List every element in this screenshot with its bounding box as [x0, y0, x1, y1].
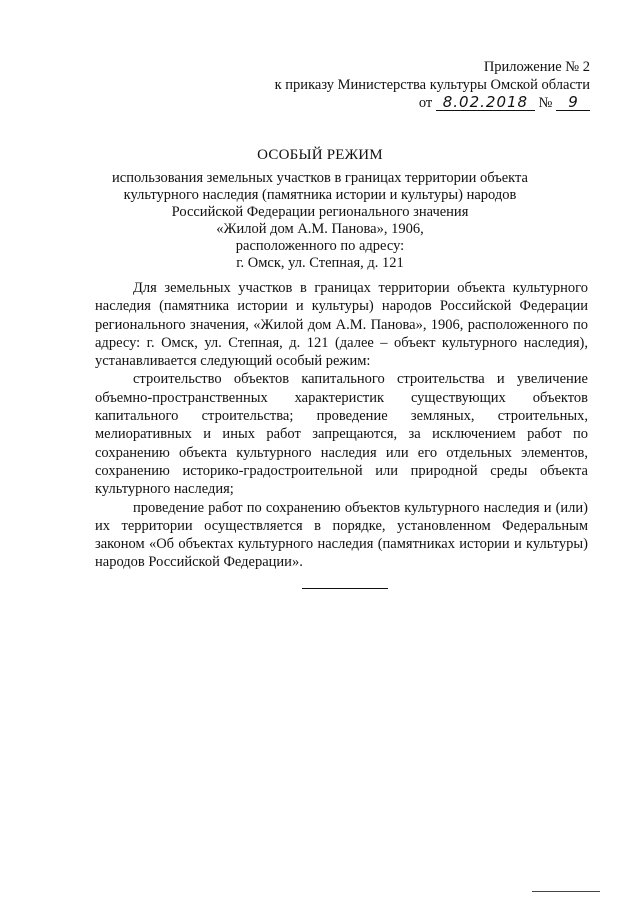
document-title: ОСОБЫЙ РЕЖИМ — [257, 147, 383, 163]
handwritten-date: 8.02.2018 — [436, 94, 535, 111]
number-label: № — [538, 95, 553, 111]
appendix-label: Приложение № 2 — [483, 59, 590, 75]
document-header — [275, 58, 590, 112]
body-paragraph: строительство объектов капитального строительства и увеличение объемно-пространственных характеристик существующих объектов капитального строительства; проведение земляных, строительных, мелиоративных и иных работ запрещаются, за исключением работ по сохранению объекта культурного наследия или его отдельных элементов, сохранению историко-градостроительной или природной среды объекта культурного наследия; — [95, 371, 588, 498]
from-label: от — [418, 95, 433, 111]
handwritten-number: 9 — [556, 94, 590, 111]
document-title-block — [0, 147, 640, 272]
title-line: расположенного по адресу: — [235, 238, 405, 254]
title-line: культурного наследия (памятника истории и культуры) народов — [123, 187, 517, 203]
end-separator-line — [302, 588, 388, 589]
order-reference: к приказу Министерства культуры Омской области — [274, 77, 590, 93]
body-paragraph: Для земельных участков в границах территории объекта культурного наследия (памятника истории и культуры) народов Российской Федерации регионального значения, «Жилой дом А.М. Панова», 1906, расположенного по адресу: г. Омск, ул. Степная, д. 121 (далее – объект культурного наследия), устанавливается следующий особый режим: — [95, 280, 588, 370]
title-line: Российской Федерации регионального значения — [171, 204, 469, 220]
order-date-number-line — [275, 94, 590, 112]
title-line: г. Омск, ул. Степная, д. 121 — [236, 255, 404, 271]
title-line: «Жилой дом А.М. Панова», 1906, — [216, 221, 424, 237]
body-paragraph: проведение работ по сохранению объектов культурного наследия и (или) их территории осуществляется в порядке, установленном Федеральным законом «Об объектах культурного наследия (памятниках истории и культуры) народов Российской Федерации». — [95, 499, 588, 571]
document-body — [95, 279, 588, 572]
title-line: использования земельных участков в границах территории объекта — [112, 170, 528, 186]
footer-line — [532, 891, 600, 892]
